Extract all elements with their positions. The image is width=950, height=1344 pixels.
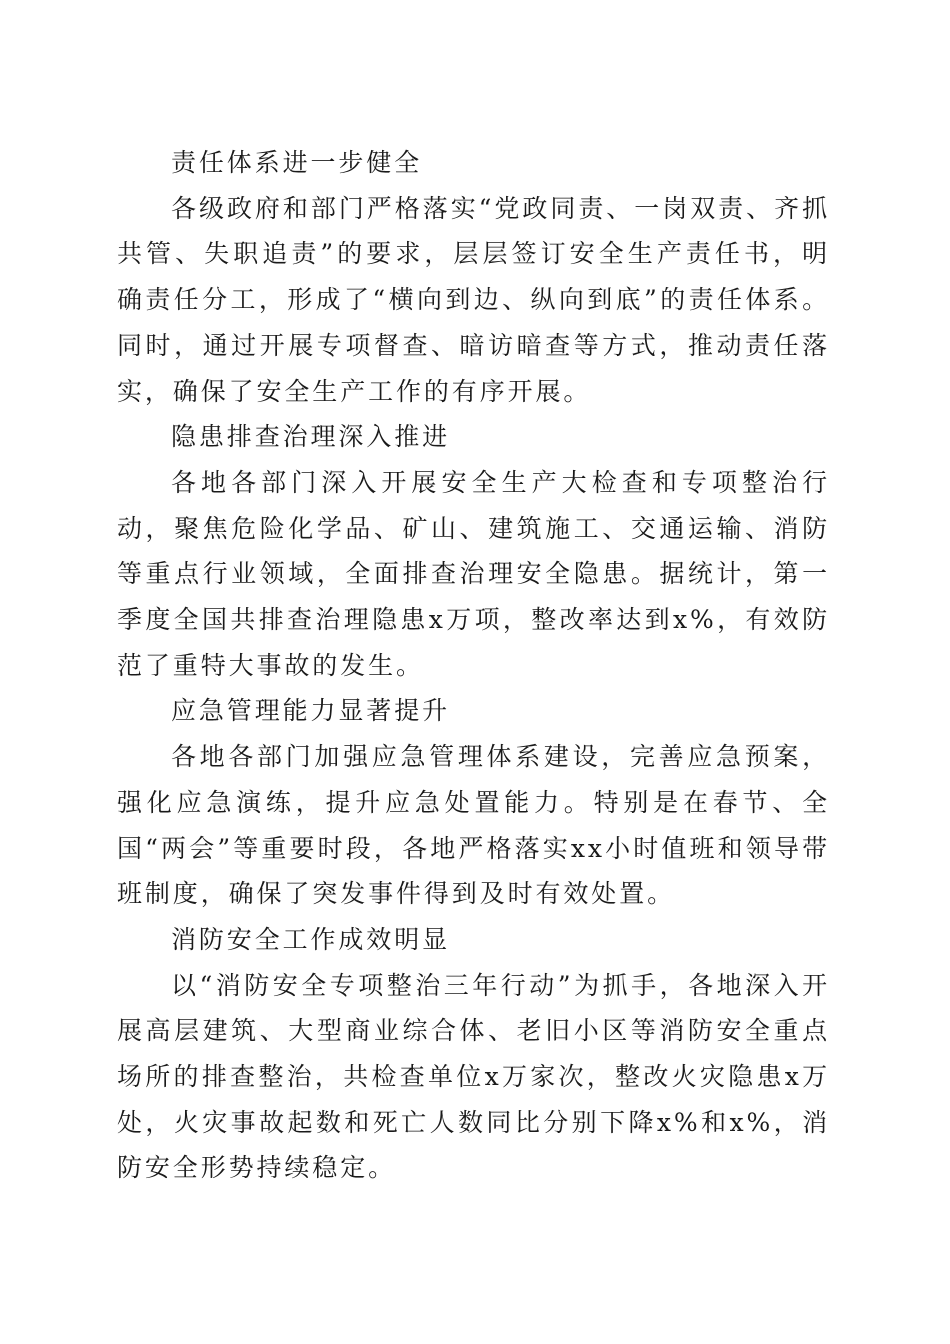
section-heading-emergency-management: 应急管理能力显著提升 [171,696,451,726]
section-body-emergency-management: 各地各部门加强应急管理体系建设，完善应急预案，强化应急演练，提升应急处置能力。特别是在春节、全国“两会”等重要时段，各地严格落实xx小时值班和领导带班制度，确保了突发事件得到及时有效处置。 [117,742,830,909]
section-body-responsibility: 各级政府和部门严格落实“党政同责、一岗双责、齐抓共管、失职追责”的要求，层层签订安全生产责任书，明确责任分工，形成了“横向到边、纵向到底”的责任体系。同时，通过开展专项督查、暗访暗查等方式，推动责任落实，确保了安全生产工作的有序开展。 [117,193,830,406]
section-body-fire-safety: 以“消防安全专项整治三年行动”为抓手，各地深入开展高层建筑、大型商业综合体、老旧小区等消防安全重点场所的排查整治，共检查单位x万家次，整改火灾隐患x万处，火灾事故起数和死亡人数同比分别下降x%和x%，消防安全形势持续稳定。 [117,970,830,1183]
document-body [117,140,830,1191]
section-heading-fire-safety: 消防安全工作成效明显 [171,924,451,954]
section-heading-responsibility: 责任体系进一步健全 [171,148,423,177]
section-heading-hazard-inspection: 隐患排查治理深入推进 [171,422,451,452]
section-body-hazard-inspection: 各地各部门深入开展安全生产大检查和专项整治行动，聚焦危险化学品、矿山、建筑施工、交通运输、消防等重点行业领域，全面排查治理安全隐患。据统计，第一季度全国共排查治理隐患x万项，整改率达到x%，有效防范了重特大事故的发生。 [117,467,830,680]
